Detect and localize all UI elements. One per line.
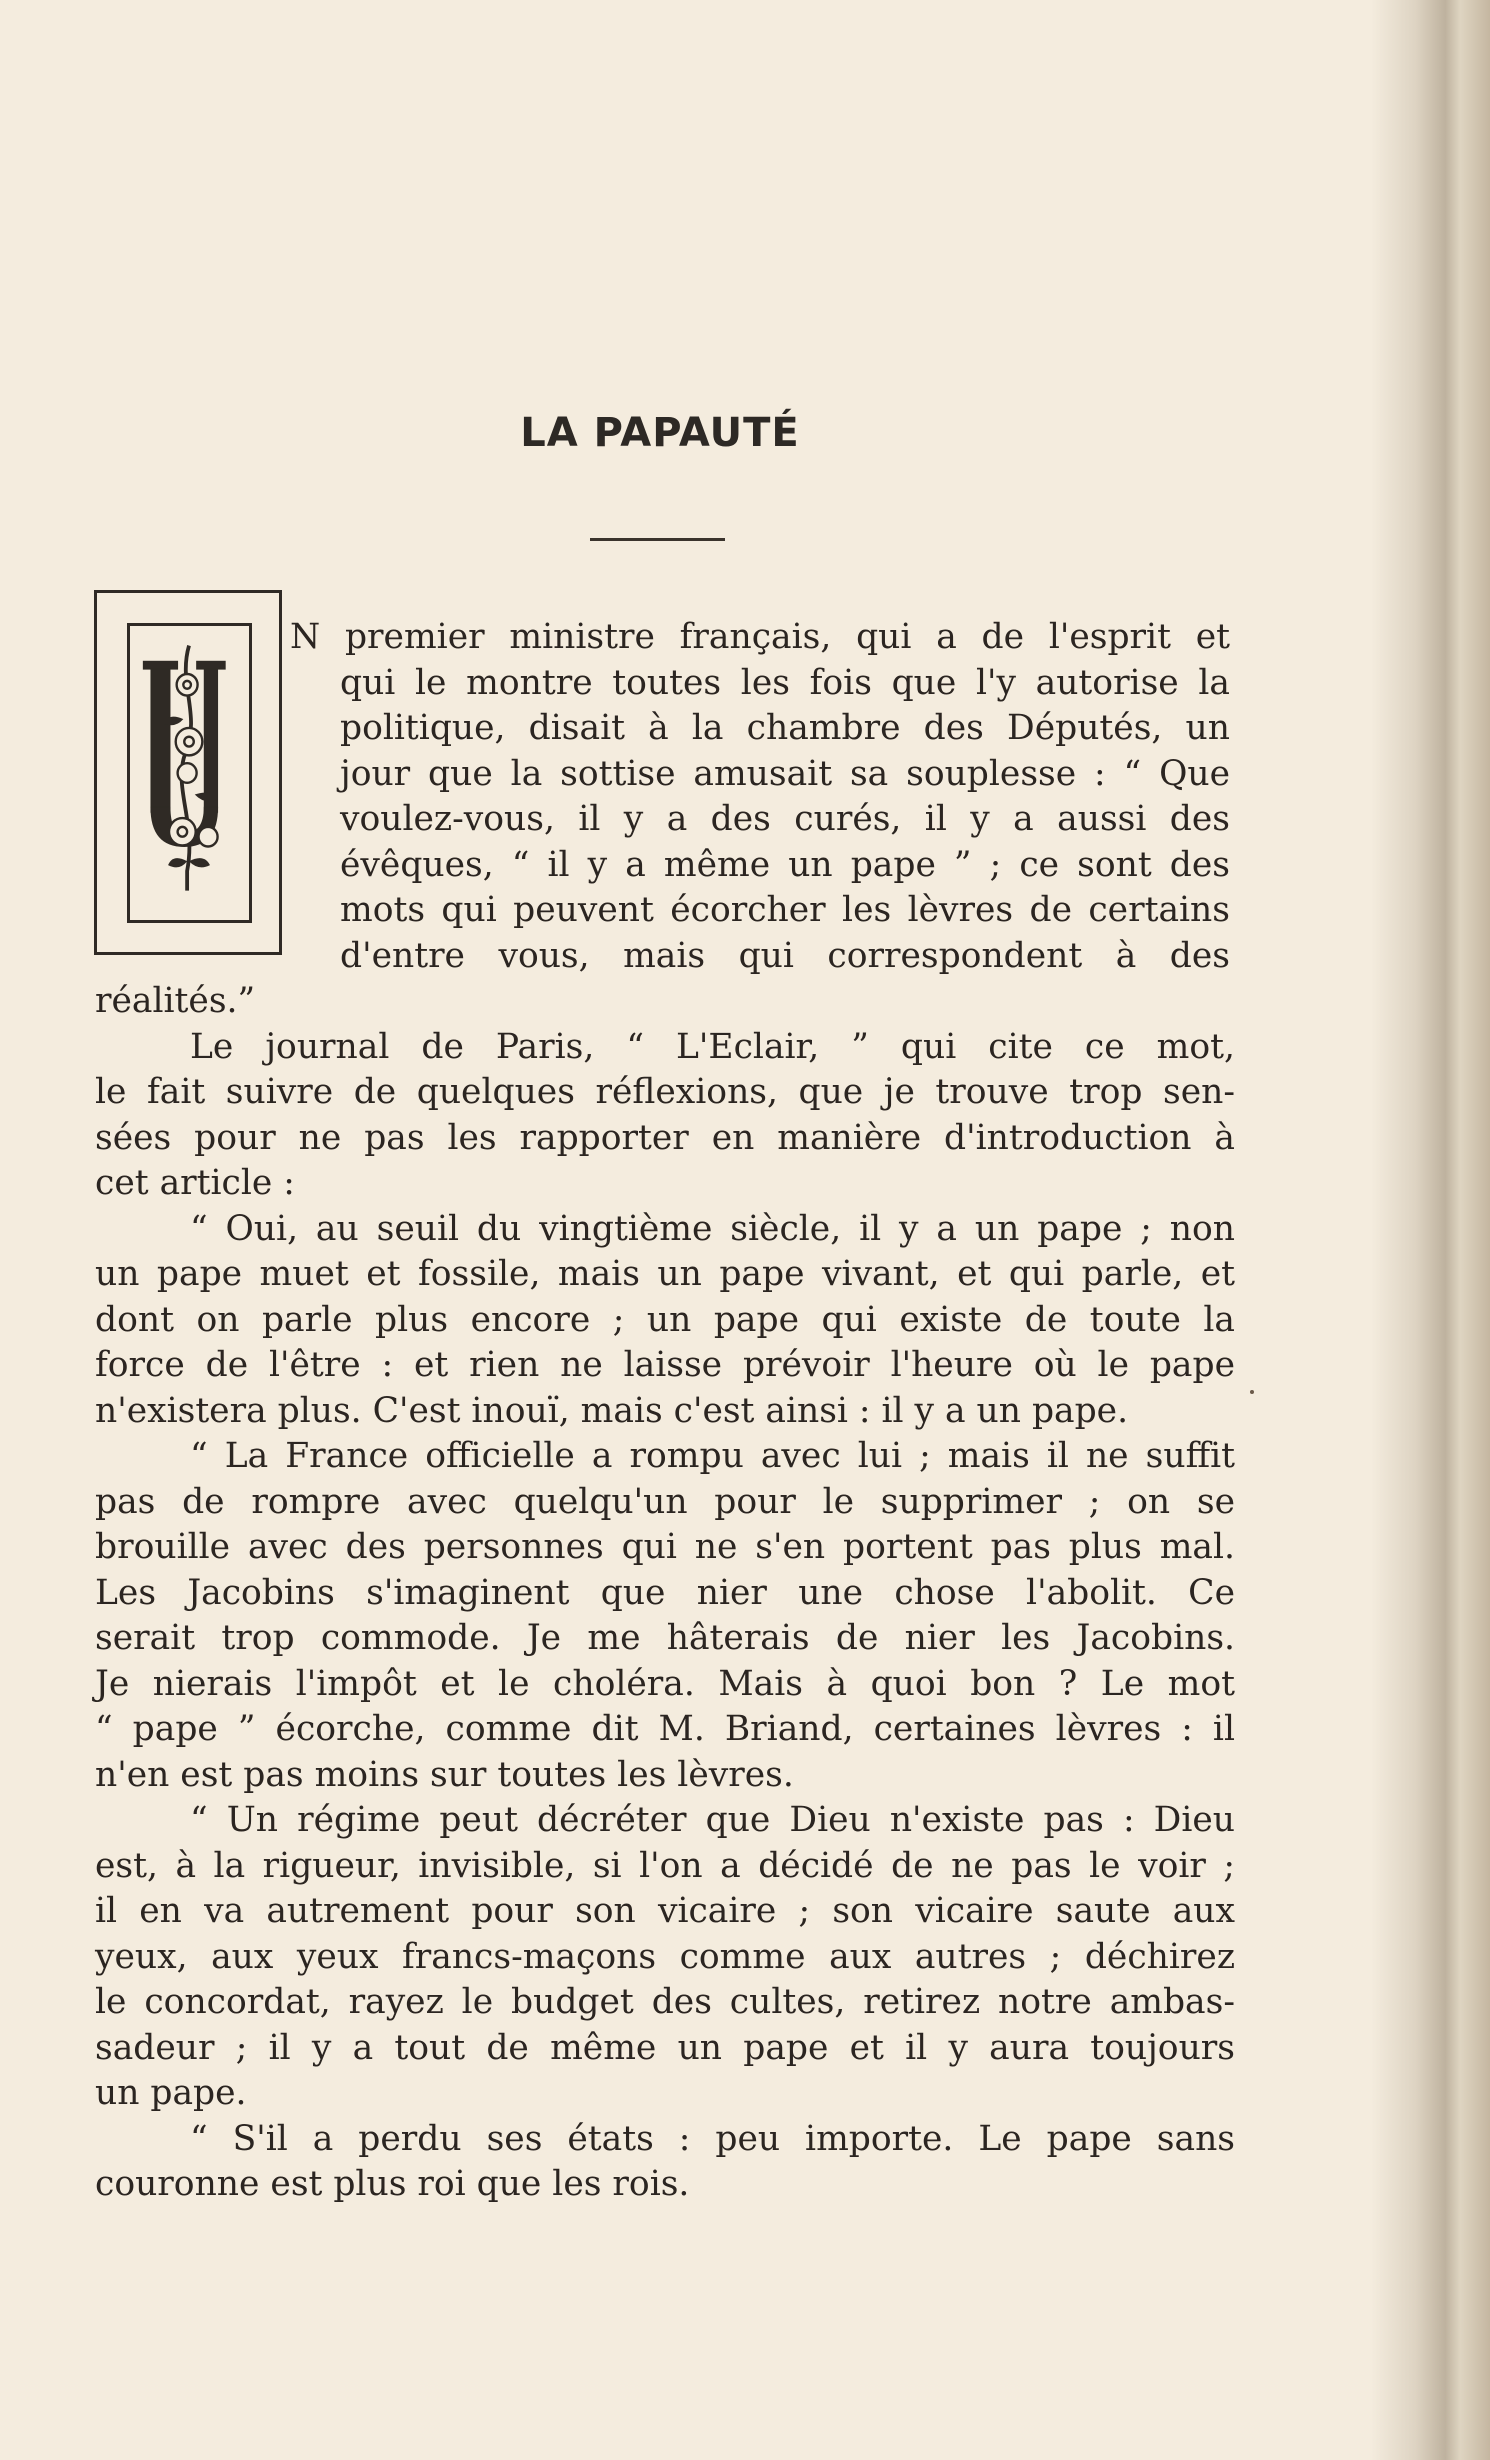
text-line: jour que la sottise amusait sa souplesse : “ Que bbox=[340, 753, 1230, 794]
text-line: yeux, aux yeux francs-maçons comme aux autres ; déchirez bbox=[95, 1936, 1235, 1977]
text-line: force de l'être : et rien ne laisse prévoir l'heure où le pape bbox=[95, 1345, 1235, 1385]
text-line: Les Jacobins s'imaginent que nier une chose l'abolit. Ce bbox=[95, 1572, 1235, 1613]
text-line: le concordat, rayez le budget des cultes, retirez notre ambas- bbox=[95, 1982, 1235, 2022]
text-line: brouille avec des personnes qui ne s'en portent pas plus mal. bbox=[95, 1527, 1235, 1567]
text-line: le fait suivre de quelques réflexions, que je trouve trop sen- bbox=[95, 1072, 1235, 1112]
text-line: qui le montre toutes les fois que l'y autorise la bbox=[340, 662, 1230, 703]
text-line: cet article : bbox=[95, 1163, 295, 1203]
text-line: “ Un régime peut décréter que Dieu n'existe pas : Dieu bbox=[190, 1800, 1235, 1840]
text-line: réalités.” bbox=[95, 981, 256, 1021]
text-line: sées pour ne pas les rapporter en manière d'introduction à bbox=[95, 1117, 1235, 1158]
text-line: Je nierais l'impôt et le choléra. Mais à quoi bon ? Le mot bbox=[95, 1663, 1235, 1704]
text-line: mots qui peuvent écorcher les lèvres de certains bbox=[340, 890, 1230, 930]
text-line: dont on parle plus encore ; un pape qui existe de toute la bbox=[95, 1299, 1235, 1340]
text-line: sadeur ; il y a tout de même un pape et il y aura toujours bbox=[95, 2027, 1235, 2068]
title-rule bbox=[590, 538, 725, 541]
text-line: “ La France officielle a rompu avec lui ; mais il ne suffit bbox=[190, 1436, 1235, 1476]
text-line: n'existera plus. C'est inouï, mais c'est ainsi : il y a un pape. bbox=[95, 1390, 1129, 1431]
page-title: LA PAPAUTÉ bbox=[520, 410, 800, 456]
text-line: il en va autrement pour son vicaire ; son vicaire saute aux bbox=[95, 1891, 1235, 1931]
drop-cap-frame bbox=[97, 590, 282, 955]
drop-cap-u-illustration bbox=[130, 626, 249, 920]
text-line: pas de rompre avec quelqu'un pour le supprimer ; on se bbox=[95, 1481, 1235, 1522]
text-line: un pape muet et fossile, mais un pape vivant, et qui parle, et bbox=[95, 1254, 1235, 1294]
body-text bbox=[95, 979, 1235, 2208]
opening-paragraph bbox=[290, 615, 1230, 979]
text-line: politique, disait à la chambre des Députés, un bbox=[340, 708, 1230, 748]
text-line: un pape. bbox=[95, 2073, 247, 2113]
text-line: Le journal de Paris, “ L'Eclair, ” qui cite ce mot, bbox=[190, 1026, 1235, 1067]
text-line: “ S'il a perdu ses états : peu importe. Le pape sans bbox=[190, 2118, 1235, 2159]
paper-speck bbox=[1250, 1390, 1254, 1394]
text-line: couronne est plus roi que les rois. bbox=[95, 2164, 690, 2204]
text-line: “ Oui, au seuil du vingtième siècle, il y a un pape ; non bbox=[190, 1208, 1235, 1249]
text-line: “ pape ” écorche, comme dit M. Briand, certaines lèvres : il bbox=[95, 1709, 1235, 1749]
text-line: serait trop commode. Je me hâterais de nier les Jacobins. bbox=[95, 1618, 1235, 1658]
text-line: N premier ministre français, qui a de l'esprit et bbox=[290, 617, 1230, 657]
text-line: évêques, “ il y a même un pape ” ; ce sont des bbox=[340, 844, 1230, 885]
text-line: d'entre vous, mais qui correspondent à des bbox=[340, 935, 1230, 976]
text-line: n'en est pas moins sur toutes les lèvres. bbox=[95, 1754, 794, 1795]
text-line: voulez-vous, il y a des curés, il y a aussi des bbox=[340, 799, 1230, 839]
drop-cap-ornament bbox=[127, 623, 252, 923]
text-line: est, à la rigueur, invisible, si l'on a décidé de ne pas le voir ; bbox=[95, 1845, 1235, 1886]
